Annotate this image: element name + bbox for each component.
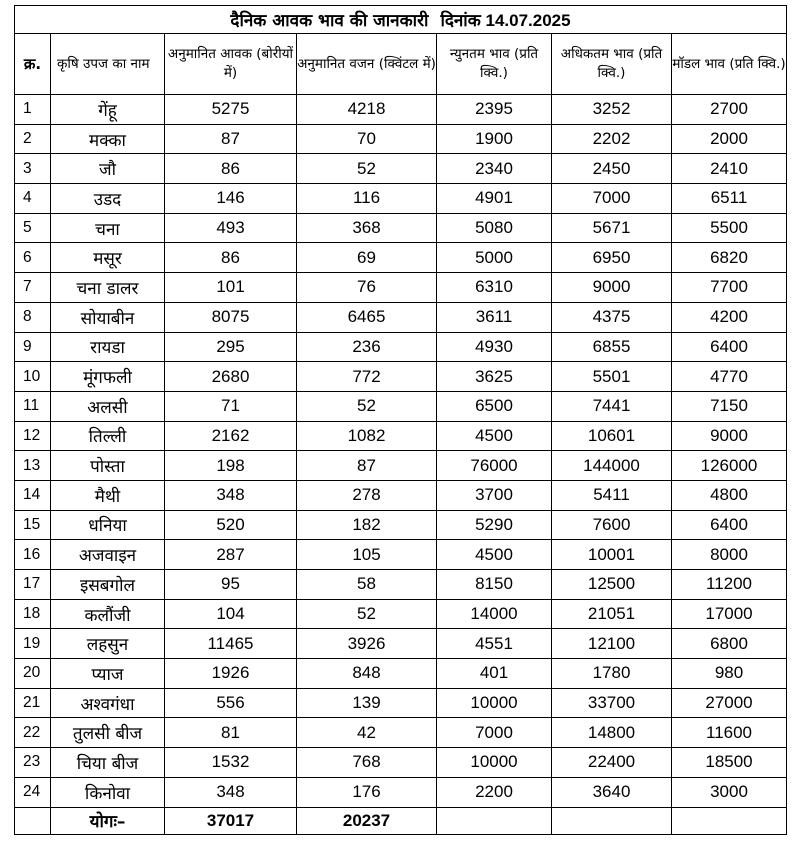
table-row [15, 184, 787, 214]
cell-estimated-arrival: 348 [165, 480, 297, 510]
cell-serial-no: 17 [15, 570, 51, 600]
table-row [15, 421, 787, 451]
cell-estimated-arrival: 493 [165, 213, 297, 243]
cell-estimated-arrival: 295 [165, 332, 297, 362]
cell-min-price: 2200 [437, 777, 552, 807]
cell-estimated-arrival: 71 [165, 391, 297, 421]
cell-estimated-arrival: 87 [165, 124, 297, 154]
cell-modal-price: 4770 [672, 362, 787, 392]
cell-modal-price: 2000 [672, 124, 787, 154]
cell-min-price: 3611 [437, 302, 552, 332]
cell-max-price: 12500 [552, 570, 672, 600]
cell-modal-price: 6511 [672, 184, 787, 214]
cell-min-price: 7000 [437, 718, 552, 748]
cell-serial-no: 10 [15, 362, 51, 392]
cell-modal-price: 6820 [672, 243, 787, 273]
cell-estimated-weight: 6465 [297, 302, 437, 332]
cell-estimated-weight: 368 [297, 213, 437, 243]
cell-min-price: 8150 [437, 570, 552, 600]
cell-estimated-arrival: 348 [165, 777, 297, 807]
cell-crop-name: मक्का [51, 124, 165, 154]
cell-max-price: 6855 [552, 332, 672, 362]
cell-crop-name: तुलसी बीज [51, 718, 165, 748]
cell-max-price: 4375 [552, 302, 672, 332]
cell-min-price: 2395 [437, 95, 552, 125]
cell-min-price: 4551 [437, 629, 552, 659]
cell-crop-name: रायडा [51, 332, 165, 362]
cell-estimated-weight: 52 [297, 154, 437, 184]
cell-estimated-weight: 4218 [297, 95, 437, 125]
title-text: दैनिक आवक भाव की जानकारी [230, 11, 429, 31]
cell-modal-price: 6400 [672, 332, 787, 362]
table-row [15, 540, 787, 570]
cell-estimated-weight: 768 [297, 748, 437, 778]
table-row [15, 332, 787, 362]
table-row [15, 659, 787, 689]
cell-estimated-arrival: 520 [165, 510, 297, 540]
cell-min-price: 6500 [437, 391, 552, 421]
header-estimated-weight: अनुमानित वजन (क्विंटल में) [297, 34, 437, 95]
cell-modal-price: 2700 [672, 95, 787, 125]
table-row [15, 629, 787, 659]
cell-max-price: 2202 [552, 124, 672, 154]
cell-estimated-arrival: 86 [165, 243, 297, 273]
cell-serial-no: 15 [15, 510, 51, 540]
cell-crop-name: मसूर [51, 243, 165, 273]
cell-max-price: 1780 [552, 659, 672, 689]
cell-serial-no: 24 [15, 777, 51, 807]
cell-modal-price: 9000 [672, 421, 787, 451]
header-row [15, 34, 787, 95]
table-row [15, 599, 787, 629]
table-body [15, 95, 787, 808]
header-modal-price: मॉडल भाव (प्रति क्वि.) [672, 34, 787, 95]
table-row [15, 213, 787, 243]
cell-max-price: 10001 [552, 540, 672, 570]
table-row [15, 391, 787, 421]
cell-crop-name: किनोवा [51, 777, 165, 807]
cell-crop-name: चना [51, 213, 165, 243]
cell-min-price: 4901 [437, 184, 552, 214]
cell-max-price: 5671 [552, 213, 672, 243]
cell-estimated-weight: 105 [297, 540, 437, 570]
cell-estimated-arrival: 86 [165, 154, 297, 184]
cell-min-price: 76000 [437, 451, 552, 481]
cell-serial-no: 3 [15, 154, 51, 184]
cell-modal-price: 2410 [672, 154, 787, 184]
cell-modal-price: 7700 [672, 273, 787, 303]
cell-estimated-arrival: 287 [165, 540, 297, 570]
table-row [15, 362, 787, 392]
cell-max-price: 14800 [552, 718, 672, 748]
cell-estimated-weight: 58 [297, 570, 437, 600]
cell-max-price: 21051 [552, 599, 672, 629]
cell-crop-name: कलौंजी [51, 599, 165, 629]
cell-min-price: 6310 [437, 273, 552, 303]
cell-estimated-arrival: 104 [165, 599, 297, 629]
cell-min-price: 3700 [437, 480, 552, 510]
cell-estimated-arrival: 81 [165, 718, 297, 748]
cell-estimated-arrival: 198 [165, 451, 297, 481]
cell-serial-no: 14 [15, 480, 51, 510]
cell-min-price: 10000 [437, 748, 552, 778]
cell-estimated-weight: 69 [297, 243, 437, 273]
cell-serial-no: 20 [15, 659, 51, 689]
cell-crop-name: अश्वगंधा [51, 688, 165, 718]
daily-arrival-price-table [14, 5, 787, 835]
cell-serial-no: 2 [15, 124, 51, 154]
cell-crop-name: प्याज [51, 659, 165, 689]
cell-estimated-weight: 76 [297, 273, 437, 303]
cell-modal-price: 980 [672, 659, 787, 689]
cell-min-price: 2340 [437, 154, 552, 184]
header-max-price: अधिकतम भाव (प्रति क्वि.) [552, 34, 672, 95]
cell-serial-no: 21 [15, 688, 51, 718]
cell-estimated-weight: 236 [297, 332, 437, 362]
cell-estimated-weight: 278 [297, 480, 437, 510]
cell-max-price: 33700 [552, 688, 672, 718]
cell-estimated-weight: 42 [297, 718, 437, 748]
cell-estimated-weight: 772 [297, 362, 437, 392]
cell-min-price: 14000 [437, 599, 552, 629]
total-empty-cell [437, 807, 552, 834]
cell-serial-no: 16 [15, 540, 51, 570]
total-label: योगः– [51, 807, 165, 834]
cell-serial-no: 7 [15, 273, 51, 303]
cell-max-price: 6950 [552, 243, 672, 273]
cell-modal-price: 6400 [672, 510, 787, 540]
cell-crop-name: जौ [51, 154, 165, 184]
cell-estimated-weight: 182 [297, 510, 437, 540]
cell-min-price: 1900 [437, 124, 552, 154]
cell-crop-name: धनिया [51, 510, 165, 540]
cell-estimated-weight: 70 [297, 124, 437, 154]
cell-max-price: 7441 [552, 391, 672, 421]
cell-estimated-weight: 52 [297, 391, 437, 421]
cell-modal-price: 3000 [672, 777, 787, 807]
cell-modal-price: 4200 [672, 302, 787, 332]
cell-serial-no: 11 [15, 391, 51, 421]
table-row [15, 154, 787, 184]
cell-crop-name: अलसी [51, 391, 165, 421]
cell-modal-price: 11200 [672, 570, 787, 600]
cell-min-price: 5000 [437, 243, 552, 273]
cell-estimated-arrival: 2162 [165, 421, 297, 451]
cell-serial-no: 22 [15, 718, 51, 748]
cell-serial-no: 18 [15, 599, 51, 629]
total-weight: 20237 [297, 807, 437, 834]
cell-estimated-arrival: 2680 [165, 362, 297, 392]
cell-min-price: 4500 [437, 421, 552, 451]
total-empty-cell [672, 807, 787, 834]
table-row [15, 688, 787, 718]
cell-modal-price: 8000 [672, 540, 787, 570]
cell-crop-name: पोस्ता [51, 451, 165, 481]
cell-max-price: 10601 [552, 421, 672, 451]
cell-min-price: 4500 [437, 540, 552, 570]
cell-serial-no: 9 [15, 332, 51, 362]
header-min-price: न्युनतम भाव (प्रति क्वि.) [437, 34, 552, 95]
cell-max-price: 7600 [552, 510, 672, 540]
table-row [15, 451, 787, 481]
cell-serial-no: 23 [15, 748, 51, 778]
cell-serial-no: 4 [15, 184, 51, 214]
cell-estimated-arrival: 1926 [165, 659, 297, 689]
cell-estimated-arrival: 146 [165, 184, 297, 214]
header-crop-name: कृषि उपज का नाम [51, 34, 165, 95]
cell-estimated-weight: 176 [297, 777, 437, 807]
cell-max-price: 2450 [552, 154, 672, 184]
table-row [15, 124, 787, 154]
cell-crop-name: लहसुन [51, 629, 165, 659]
cell-serial-no: 5 [15, 213, 51, 243]
table-row [15, 480, 787, 510]
cell-crop-name: गेंहू [51, 95, 165, 125]
header-estimated-arrival: अनुमानित आवक (बोरीयों में) [165, 34, 297, 95]
cell-min-price: 5080 [437, 213, 552, 243]
cell-crop-name: तिल्ली [51, 421, 165, 451]
cell-crop-name: इसबगोल [51, 570, 165, 600]
cell-crop-name: मूंगफली [51, 362, 165, 392]
cell-estimated-weight: 139 [297, 688, 437, 718]
table-row [15, 243, 787, 273]
cell-modal-price: 4800 [672, 480, 787, 510]
cell-estimated-arrival: 1532 [165, 748, 297, 778]
cell-estimated-weight: 116 [297, 184, 437, 214]
table-title [15, 6, 787, 34]
total-empty-cell [552, 807, 672, 834]
cell-modal-price: 17000 [672, 599, 787, 629]
cell-estimated-weight: 87 [297, 451, 437, 481]
table-row [15, 777, 787, 807]
cell-estimated-weight: 848 [297, 659, 437, 689]
cell-estimated-weight: 52 [297, 599, 437, 629]
cell-serial-no: 12 [15, 421, 51, 451]
report-date: दिनांक 14.07.2025 [440, 11, 571, 30]
cell-estimated-weight: 1082 [297, 421, 437, 451]
cell-min-price: 10000 [437, 688, 552, 718]
cell-serial-no: 13 [15, 451, 51, 481]
cell-max-price: 144000 [552, 451, 672, 481]
cell-modal-price: 6800 [672, 629, 787, 659]
cell-modal-price: 126000 [672, 451, 787, 481]
cell-max-price: 9000 [552, 273, 672, 303]
total-arrival: 37017 [165, 807, 297, 834]
cell-serial-no: 1 [15, 95, 51, 125]
cell-estimated-arrival: 5275 [165, 95, 297, 125]
cell-max-price: 5501 [552, 362, 672, 392]
table-row [15, 718, 787, 748]
cell-serial-no: 6 [15, 243, 51, 273]
cell-max-price: 12100 [552, 629, 672, 659]
cell-max-price: 22400 [552, 748, 672, 778]
table-row [15, 302, 787, 332]
cell-max-price: 5411 [552, 480, 672, 510]
cell-crop-name: चिया बीज [51, 748, 165, 778]
price-report-sheet [14, 5, 787, 835]
cell-min-price: 4930 [437, 332, 552, 362]
cell-crop-name: मैथी [51, 480, 165, 510]
cell-crop-name: सोयाबीन [51, 302, 165, 332]
table-row [15, 273, 787, 303]
table-row [15, 510, 787, 540]
table-row [15, 748, 787, 778]
cell-estimated-arrival: 556 [165, 688, 297, 718]
cell-estimated-arrival: 11465 [165, 629, 297, 659]
cell-serial-no: 8 [15, 302, 51, 332]
cell-crop-name: अजवाइन [51, 540, 165, 570]
cell-min-price: 401 [437, 659, 552, 689]
cell-crop-name: चना डालर [51, 273, 165, 303]
cell-max-price: 7000 [552, 184, 672, 214]
cell-max-price: 3252 [552, 95, 672, 125]
cell-max-price: 3640 [552, 777, 672, 807]
table-row [15, 570, 787, 600]
cell-modal-price: 7150 [672, 391, 787, 421]
cell-estimated-arrival: 95 [165, 570, 297, 600]
cell-serial-no: 19 [15, 629, 51, 659]
cell-min-price: 5290 [437, 510, 552, 540]
table-row [15, 95, 787, 125]
total-empty-cell [15, 807, 51, 834]
cell-estimated-weight: 3926 [297, 629, 437, 659]
cell-modal-price: 27000 [672, 688, 787, 718]
cell-modal-price: 18500 [672, 748, 787, 778]
cell-min-price: 3625 [437, 362, 552, 392]
cell-crop-name: उडद [51, 184, 165, 214]
cell-modal-price: 5500 [672, 213, 787, 243]
cell-modal-price: 11600 [672, 718, 787, 748]
header-serial-no: क्र. [15, 34, 51, 95]
cell-estimated-arrival: 8075 [165, 302, 297, 332]
total-row [15, 807, 787, 834]
cell-estimated-arrival: 101 [165, 273, 297, 303]
